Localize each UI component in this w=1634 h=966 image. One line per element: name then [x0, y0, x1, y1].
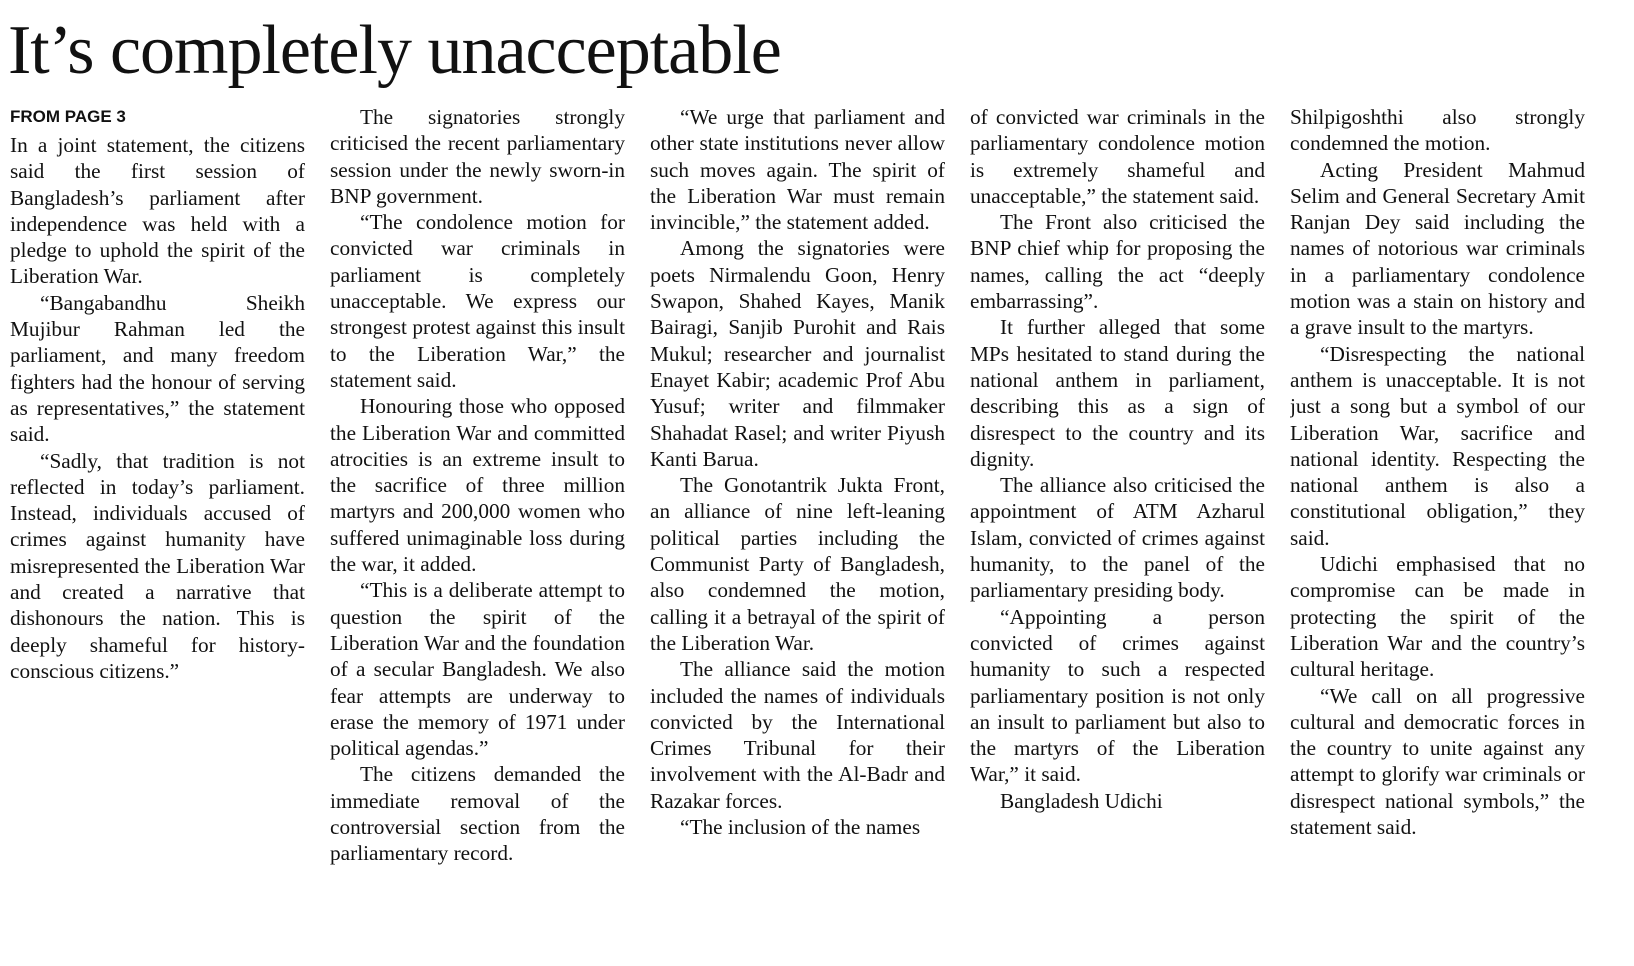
article-body	[10, 104, 1626, 960]
paragraph: The alliance said the motion included the names of individuals convicted by the International Crimes Tribunal for their involvement with the Al-Badr and Razakar forces.	[650, 657, 945, 813]
paragraph: The Gonotantrik Jukta Front, an alliance of nine left-leaning political parties including the Communist Party of Bangladesh, also condemned the motion, calling it a betrayal of the spirit of the Liberation War.	[650, 473, 945, 655]
paragraph: The alliance also criticised the appointment of ATM Azharul Islam, convicted of crimes against humanity, to the panel of the parliamentary presiding body.	[970, 473, 1265, 603]
paragraph: It further alleged that some MPs hesitated to stand during the national anthem in parliament, describing this as a sign of disrespect to the country and its dignity.	[970, 315, 1265, 471]
paragraph: The Front also criticised the BNP chief whip for proposing the names, calling the act “deeply embarrassing”.	[970, 210, 1265, 314]
column-3	[650, 104, 945, 960]
paragraph: Udichi emphasised that no compromise can be made in protecting the spirit of the Liberation War and the country’s cultural heritage.	[1290, 552, 1585, 682]
paragraph: Honouring those who opposed the Liberation War and committed atrocities is an extreme insult to the sacrifice of three million martyrs and 200,000 women who suffered unimaginable loss during the war, it added.	[330, 394, 625, 577]
paragraph: of convicted war criminals in the parliamentary condolence motion is extremely shameful and unacceptable,” the statement said.	[970, 105, 1265, 208]
paragraph: Bangladesh Udichi	[1000, 788, 1163, 813]
paragraph: “This is a deliberate attempt to question the spirit of the Liberation War and the foundation of a secular Bangladesh. We also fear attempts are underway to erase the memory of 1971 under political agendas.”	[330, 578, 625, 761]
paragraph: Shilpigoshthi also strongly condemned the motion.	[1290, 105, 1585, 156]
paragraph: “Sadly, that tradition is not reflected in today’s parliament. Instead, individuals accused of crimes against humanity have misrepresented the Liberation War and created a narrative that dishonours the nation. This is deeply shameful for history-conscious citizens.”	[10, 448, 305, 683]
column-5	[1290, 104, 1585, 960]
column-1	[10, 104, 305, 960]
column-2	[330, 104, 625, 960]
paragraph: In a joint statement, the citizens said the first session of Bangladesh’s parliament after independence was held with a pledge to uphold the spirit of the Liberation War.	[10, 133, 305, 289]
paragraph: The signatories strongly criticised the recent parliamentary session under the newly sworn-in BNP government.	[330, 105, 625, 208]
paragraph: Among the signatories were poets Nirmalendu Goon, Henry Swapon, Shahed Kayes, Manik Bairagi, Sanjib Purohit and Rais Mukul; researcher and journalist Enayet Kabir; academic Prof Abu Yusuf; writer and filmmaker Shahadat Rasel; and writer Piyush Kanti Barua.	[650, 236, 945, 471]
column-4	[970, 104, 1265, 960]
paragraph: “The condolence motion for convicted war criminals in parliament is completely unacceptable. We express our strongest protest against this insult to the Liberation War,” the statement said.	[330, 210, 625, 392]
headline: It’s completely unacceptable	[8, 12, 781, 89]
paragraph: “Bangabandhu Sheikh Mujibur Rahman led the parliament, and many freedom fighters had the honour of serving as representatives,” the statement said.	[10, 290, 305, 447]
paragraph: The citizens demanded the immediate removal of the controversial section from the parliamentary record.	[330, 762, 625, 866]
paragraph: Acting President Mahmud Selim and General Secretary Amit Ranjan Dey said including the names of notorious war criminals in a parliamentary condolence motion was a stain on history and a grave insult to the martyrs.	[1290, 157, 1585, 340]
paragraph: “Appointing a person convicted of crimes against humanity to such a respected parliamentary position is not only an insult to parliament but also to the martyrs of the Liberation War,” it said.	[970, 604, 1265, 787]
paragraph: “The inclusion of the names	[680, 815, 921, 840]
paragraph: “We urge that parliament and other state institutions never allow such moves again. The spirit of the Liberation War must remain invincible,” the statement added.	[650, 105, 945, 235]
continuation-kicker: FROM PAGE 3	[10, 107, 126, 126]
paragraph: “Disrespecting the national anthem is unacceptable. It is not just a song but a symbol of our Liberation War, sacrifice and national identity. Respecting the national anthem is also a constitutional obligation,” they said.	[1290, 341, 1585, 550]
paragraph: “We call on all progressive cultural and democratic forces in the country to unite against any attempt to glorify war criminals or disrespect national symbols,” the statement said.	[1290, 683, 1585, 840]
